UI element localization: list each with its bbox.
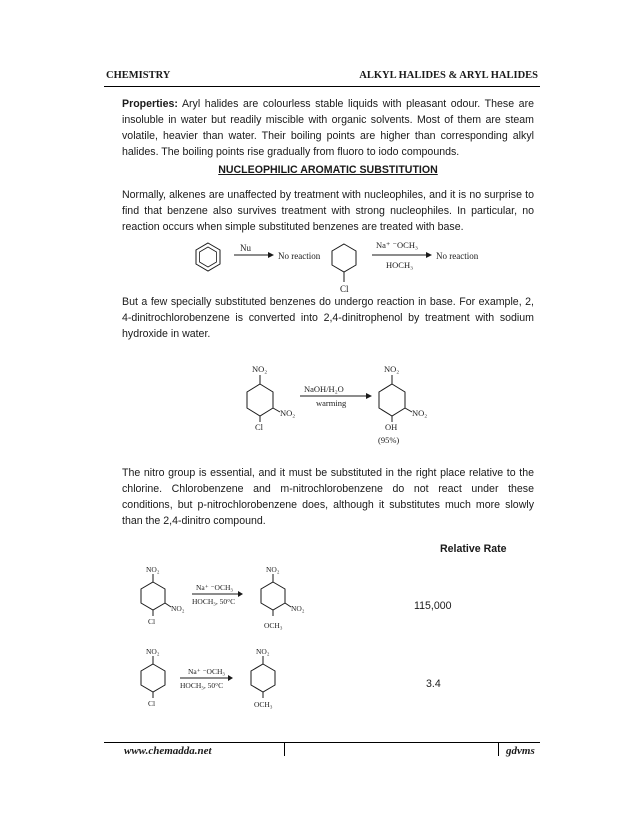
reactant-top-nitro: NO₂ — [146, 647, 160, 656]
product-top-nitro: NO₂ — [256, 647, 270, 656]
condition-label: HOCH₃, 50°C — [180, 681, 224, 690]
reactant-ring — [247, 384, 273, 416]
rate-row-para-nitro-scheme — [130, 644, 330, 714]
methoxide-reagent: Na⁺ ⁻OCH₃ — [196, 583, 233, 592]
paragraph-nitro-essential: The nitro group is essential, and it must be substituted in the right place relative to the chlorine. Chlorobenzene and m-nitrochlorobenzene do not react under these conditions, but p-nitrochlorobenzene does, although it substitutes much more slowly than the 2,4-dinitro compound. — [122, 467, 534, 527]
section-title: NUCLEOPHILIC AROMATIC SUBSTITUTION — [218, 164, 438, 176]
reactant-chloro: Cl — [148, 699, 156, 708]
yield-label: (95%) — [378, 435, 400, 445]
condition-label: HOCH₃, 50°C — [192, 597, 236, 606]
reactant-ring — [141, 664, 165, 692]
reactant-side-nitro: NO₂ — [171, 604, 185, 613]
relative-rate-header: Relative Rate — [440, 543, 507, 555]
naoh-reagent: NaOH/H₂O — [304, 384, 344, 394]
rate-row-dinitro-scheme — [130, 562, 330, 636]
no-reaction-label-b: No reaction — [436, 251, 479, 261]
header-rule — [104, 86, 540, 87]
header-chapter: ALKYL HALIDES & ARYL HALIDES — [359, 70, 538, 81]
methanol-solvent: HOCH₃ — [386, 260, 414, 270]
product-top-nitro: NO₂ — [266, 565, 280, 574]
chlorobenzene-ring — [332, 244, 356, 272]
footer-divider — [284, 742, 285, 756]
product-side-nitro: NO₂ — [291, 604, 305, 613]
product-methoxy: OCH₃ — [254, 700, 273, 709]
reactant-chloro: Cl — [148, 617, 156, 626]
no-reaction-scheme — [180, 236, 520, 296]
footer-divider — [498, 742, 499, 756]
reactant-top-nitro: NO₂ — [146, 565, 160, 574]
properties-paragraph — [122, 96, 534, 160]
properties-label: Properties: — [122, 98, 178, 110]
footer-website: www.chemadda.net — [124, 745, 212, 757]
footer-rule — [104, 742, 540, 743]
footer-author: gdvms — [506, 745, 535, 757]
header-subject: CHEMISTRY — [106, 70, 171, 81]
nucleophile-label: Nu — [240, 243, 251, 253]
properties-text: Aryl halides are colourless stable liquids with pleasant odour. These are insoluble in water but readily miscible with organic solvents. Most of them are steam volatile, heavier than water. Their boiling points are higher than corresponding alkyl halides. The boiling points rise gradually from fluoro to iodo compounds. — [122, 98, 534, 158]
product-methoxy: OCH₃ — [264, 621, 283, 630]
paragraph-dinitro: But a few specially substituted benzenes do undergo reaction in base. For example, 2, 4-dinitrochlorobenzene is converted into 2,4-dinitrophenol by treatment with sodium hydroxide in water. — [122, 296, 534, 340]
product-ring — [251, 664, 275, 692]
reactant-chloro: Cl — [255, 422, 264, 432]
paragraph-nucleophiles: Normally, alkenes are unaffected by treatment with nucleophiles, and it is no surprise to find that benzene also survives treatment with strong nucleophiles. In particular, no reaction occurs when simple substituted benzenes are treated with base. — [122, 189, 534, 233]
rate-value: 3.4 — [426, 678, 441, 690]
chloro-substituent: Cl — [340, 284, 349, 294]
product-side-nitro: NO₂ — [412, 408, 428, 418]
product-top-nitro: NO₂ — [384, 364, 400, 374]
product-ring — [261, 582, 285, 610]
warming-condition: warming — [316, 398, 347, 408]
reactant-top-nitro: NO₂ — [252, 364, 268, 374]
reactant-ring — [141, 582, 165, 610]
product-hydroxyl: OH — [385, 422, 398, 432]
product-ring — [379, 384, 405, 416]
methoxide-reagent: Na⁺ ⁻OCH₃ — [376, 240, 418, 250]
rate-value: 115,000 — [414, 600, 452, 612]
methoxide-reagent: Na⁺ ⁻OCH₃ — [188, 667, 225, 676]
no-reaction-label-a: No reaction — [278, 251, 321, 261]
dinitrophenol-scheme — [230, 362, 450, 446]
reactant-side-nitro: NO₂ — [280, 408, 296, 418]
